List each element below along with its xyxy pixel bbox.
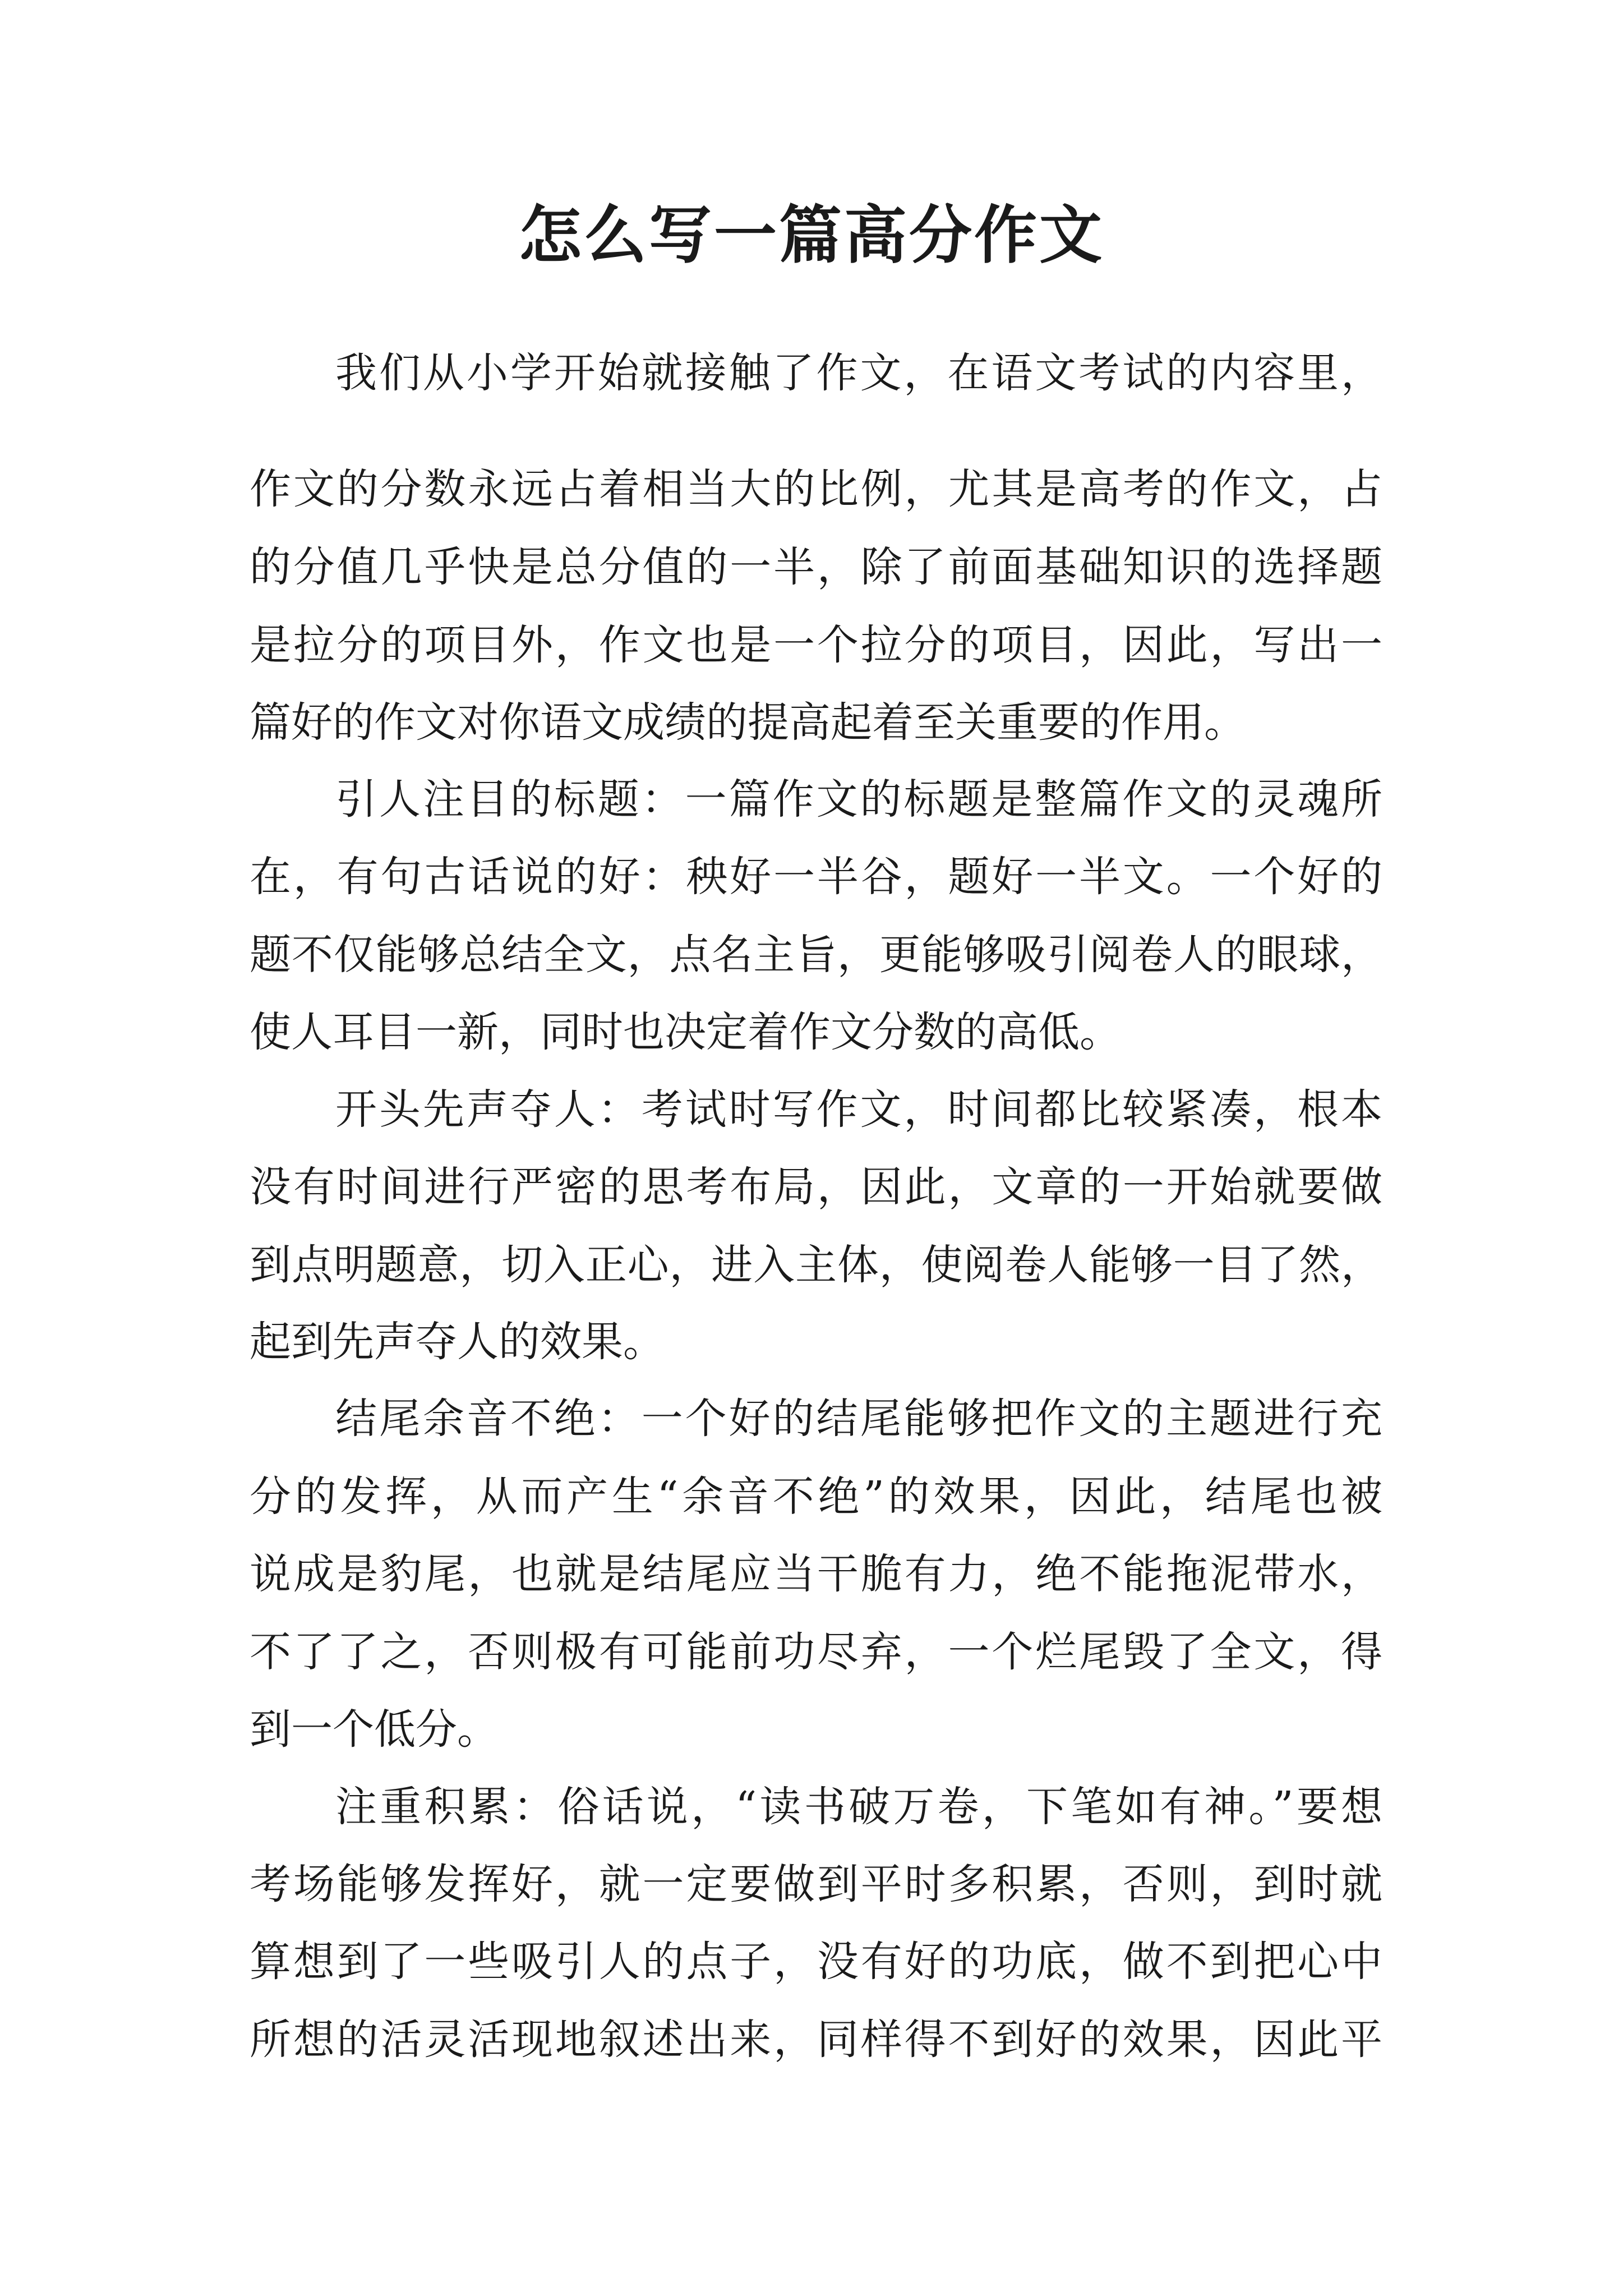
text-line: 的分值几乎快是总分值的一半，除了前面基础知识的选择题 xyxy=(250,543,1382,591)
text-line: 使人耳目一新，同时也决定着作文分数的高低。 xyxy=(250,1008,1121,1056)
text-line: 结尾余音不绝：一个好的结尾能够把作文的主题进行充 xyxy=(335,1395,1382,1443)
text-line: 篇好的作文对你语文成绩的提高起着至关重要的作用。 xyxy=(250,698,1246,747)
text-line: 引人注目的标题：一篇作文的标题是整篇作文的灵魂所 xyxy=(335,775,1382,823)
text-line: 题不仅能够总结全文，点名主旨，更能够吸引阅卷人的眼球， xyxy=(250,931,1382,979)
text-line: 算想到了一些吸引人的点子，没有好的功底，做不到把心中 xyxy=(250,1938,1382,1986)
text-line: 说成是豹尾，也就是结尾应当干脆有力，绝不能拖泥带水， xyxy=(250,1550,1382,1598)
text-line: 作文的分数永远占着相当大的比例，尤其是高考的作文，占 xyxy=(250,465,1382,513)
text-line: 在，有句古话说的好：秧好一半谷，题好一半文。一个好的 xyxy=(250,853,1382,901)
text-line: 我们从小学开始就接触了作文，在语文考试的内容里， xyxy=(335,349,1382,397)
text-line: 开头先声夺人：考试时写作文，时间都比较紧凑，根本 xyxy=(335,1085,1382,1134)
text-line: 注重积累：俗话说，“读书破万卷，下笔如有神。”要想 xyxy=(335,1783,1382,1831)
text-line: 考场能够发挥好，就一定要做到平时多积累，否则，到时就 xyxy=(250,1860,1382,1908)
text-line: 到一个低分。 xyxy=(250,1705,499,1754)
text-line: 所想的活灵活现地叙述出来，同样得不到好的效果，因此平 xyxy=(250,2016,1382,2064)
text-line: 到点明题意，切入正心，进入主体，使阅卷人能够一目了然， xyxy=(250,1241,1382,1289)
text-line: 不了了之，否则极有可能前功尽弃，一个烂尾毁了全文，得 xyxy=(250,1628,1382,1676)
text-line: 没有时间进行严密的思考布局，因此，文章的一开始就要做 xyxy=(250,1163,1382,1211)
text-line: 起到先声夺人的效果。 xyxy=(250,1318,665,1366)
text-line: 是拉分的项目外，作文也是一个拉分的项目，因此，写出一 xyxy=(250,621,1382,669)
text-line: 分的发挥，从而产生“余音不绝”的效果，因此，结尾也被 xyxy=(250,1473,1382,1521)
document-title: 怎么写一篇高分作文 xyxy=(519,199,1104,272)
